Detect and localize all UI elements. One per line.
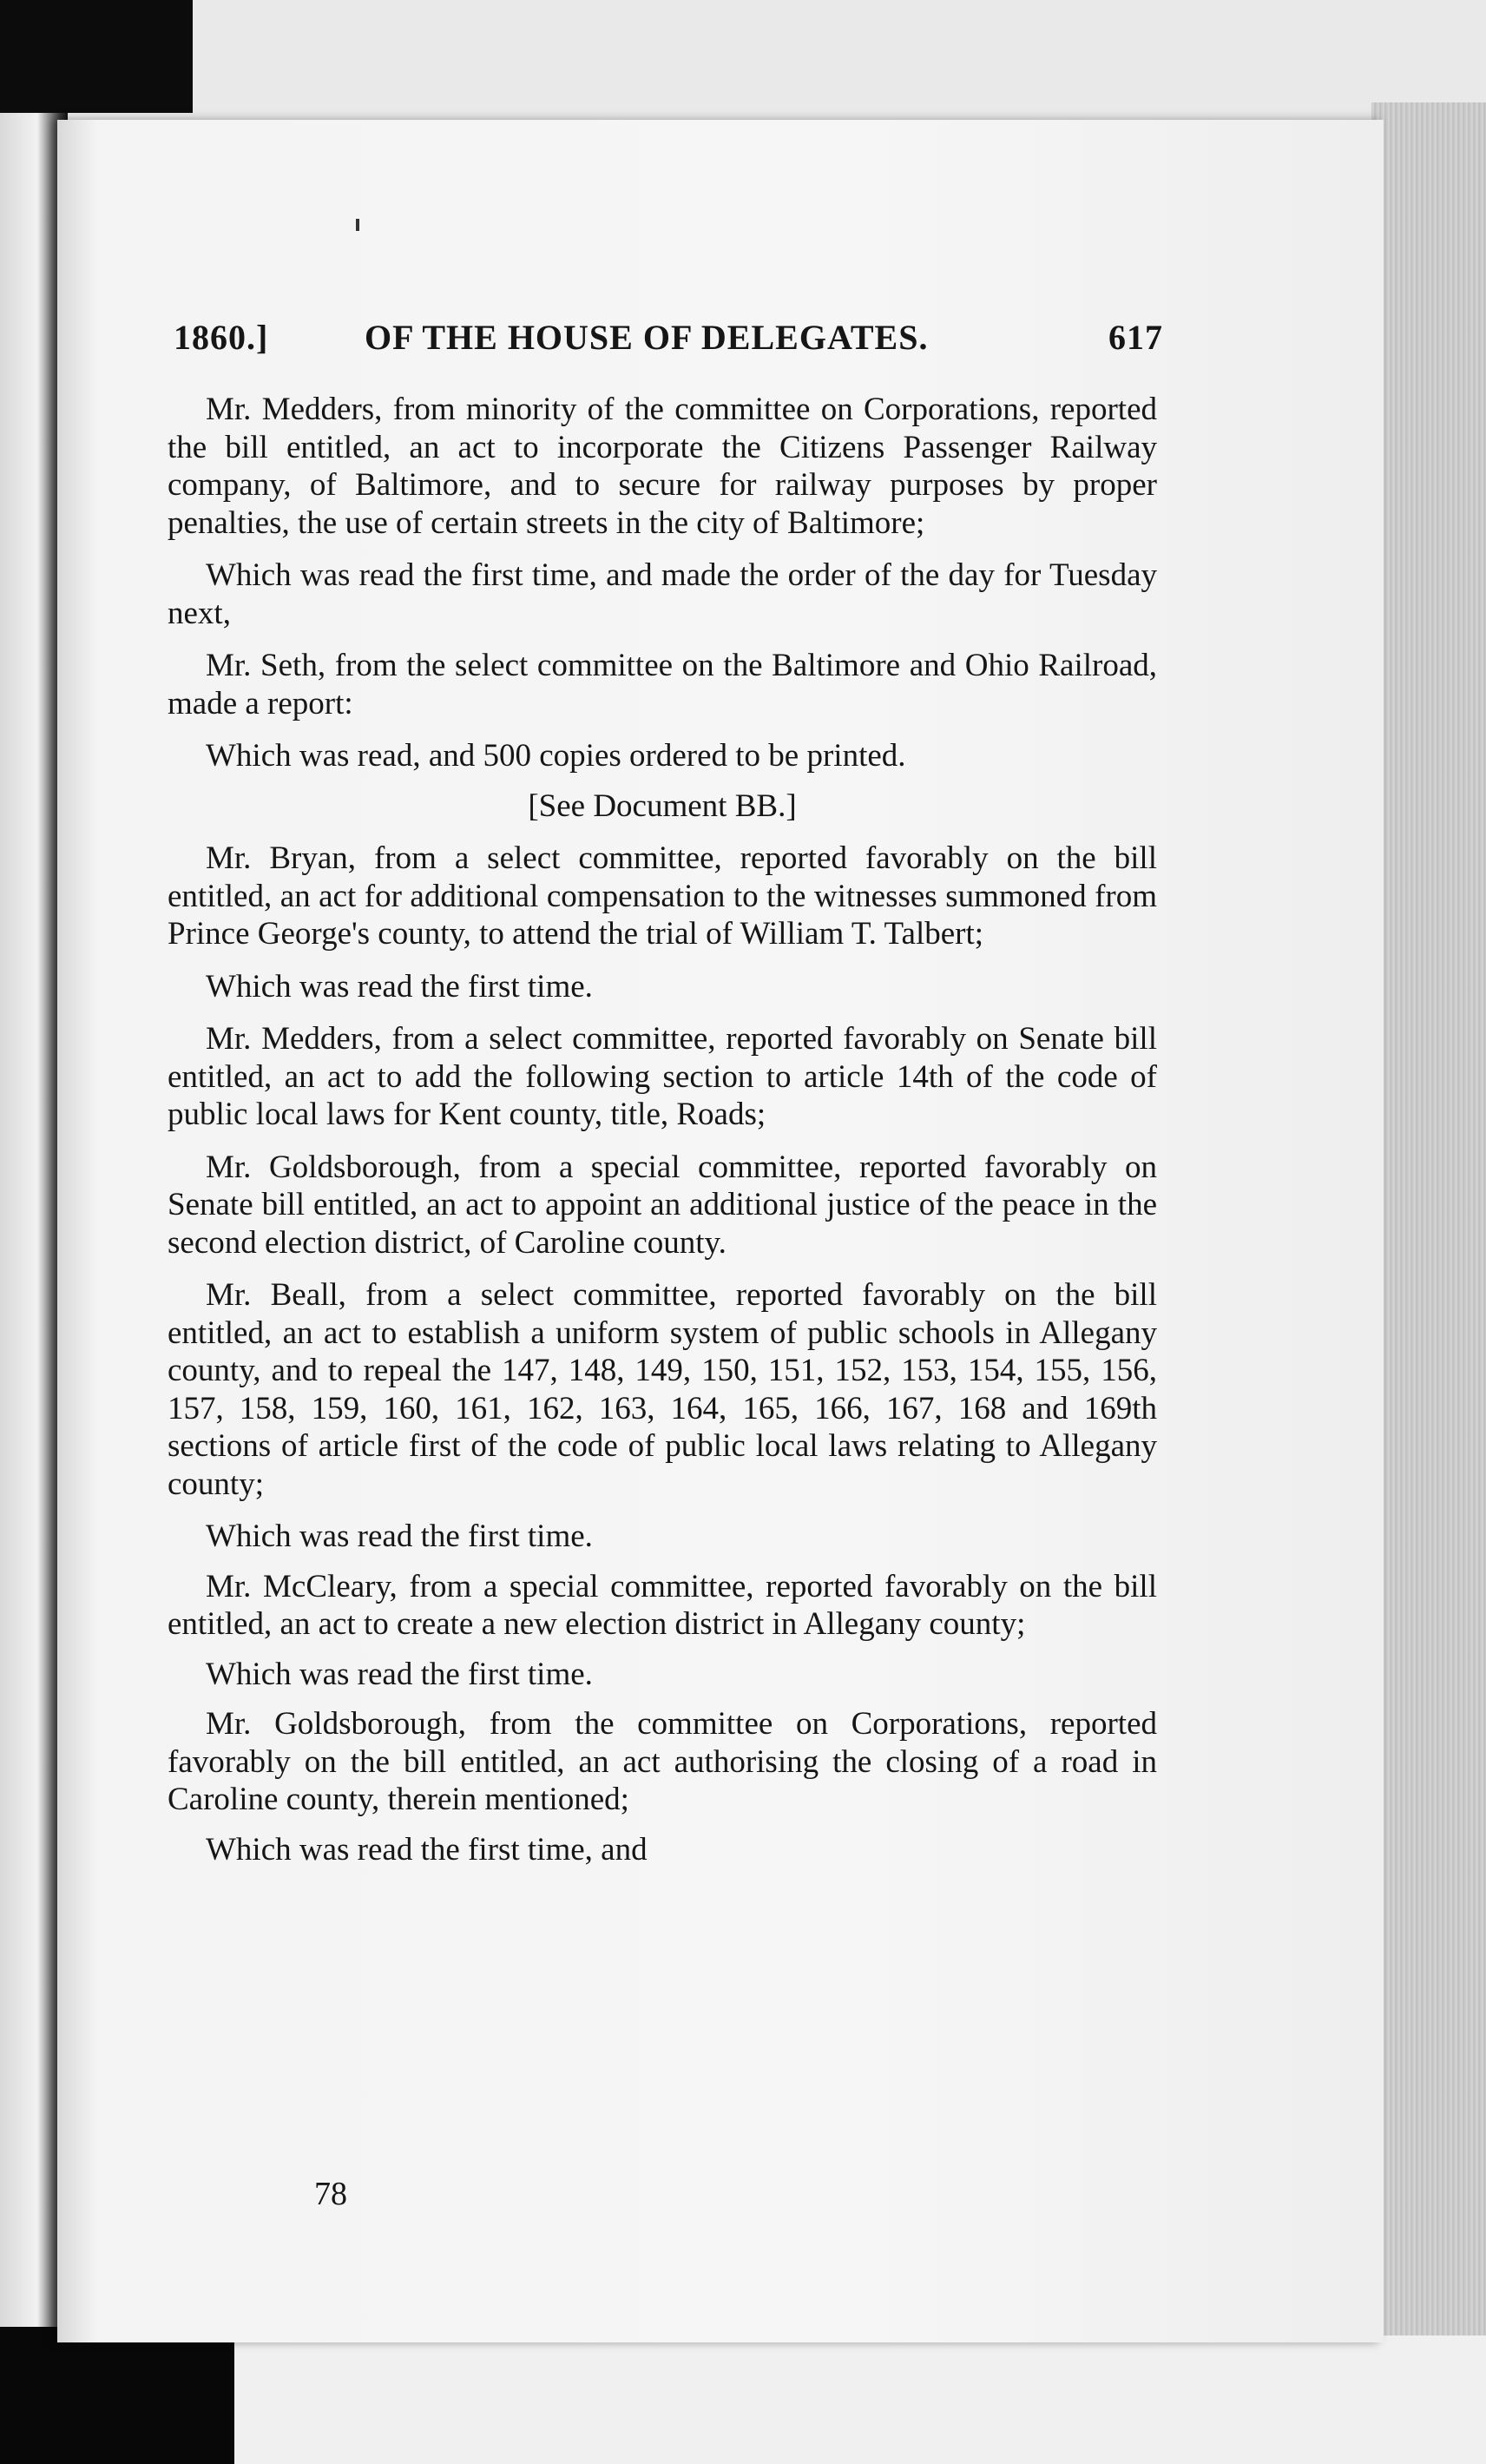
journal-body [168,391,1157,1881]
paragraph: Mr. Goldsborough, from a special committee, reported favorably on Senate bill entitled, an act to appoint an additional justice of the peace in the second election district, of Caroline county. [168,1149,1157,1261]
paragraph: Mr. Goldsborough, from the committee on Corporations, reported favorably on the bill entitled, an act authorising the closing of a road in Caroline county, therein mentioned; [168,1706,1157,1817]
paragraph: Which was read the first time, and [206,1831,648,1868]
paragraph: Which was read the first time. [206,1656,593,1692]
ink-mark [356,219,359,231]
header-year: 1860.] [174,318,269,357]
book-binding-top [0,0,193,113]
paragraph: Mr. Medders, from a select committee, reported favorably on Senate bill entitled, an act to add the following section to article 14th of the code of public local laws for Kent county, title, Roads; [168,1021,1157,1132]
document-reference: [See Document BB.] [528,787,797,824]
paragraph: Mr. Seth, from the select committee on the Baltimore and Ohio Railroad, made a report: [168,648,1157,721]
paragraph: Mr. Bryan, from a select committee, reported favorably on the bill entitled, an act for additional compensation to the witnesses summoned from Prince George's county, to attend the trial of William T. Talbert; [168,840,1157,952]
page-number: 617 [1108,318,1163,357]
paragraph: Mr. McCleary, from a special committee, reported favorably on the bill entitled, an act to create a new election district in Allegany county; [168,1568,1157,1642]
paragraph: Which was read the first time. [206,968,593,1005]
paragraph: Which was read the first time, and made the order of the day for Tuesday next, [168,557,1157,631]
paragraph: Which was read the first time. [206,1519,593,1554]
paragraph: Mr. Beall, from a select committee, reported favorably on the bill entitled, an act to establish a uniform system of public schools in Allegany county, and to repeal the 147, 148, 149, 150, 151, 152, 153, 154, 155, 156, 157, 158, 159, 160, 161, 162, 163, 164, 165, 166, 167, 168 and 169th sections of article first of the code of public local laws relating to Allegany county; [168,1277,1157,1502]
paragraph: Which was read, and 500 copies ordered to be printed. [206,738,906,774]
book-binding-bottom [0,2327,234,2464]
signature-mark: 78 [314,2176,347,2212]
paragraph: Mr. Medders, from minority of the committee on Corporations, reported the bill entitled, an act to incorporate the Citizens Passenger Railway company, of Baltimore, and to secure for railway purposes by proper penalties, the use of certain streets in the city of Baltimore; [168,392,1157,541]
page-block-edges [1371,102,1486,2342]
header-title: OF THE HOUSE OF DELEGATES. [365,318,929,357]
scan-background [234,2336,1486,2464]
